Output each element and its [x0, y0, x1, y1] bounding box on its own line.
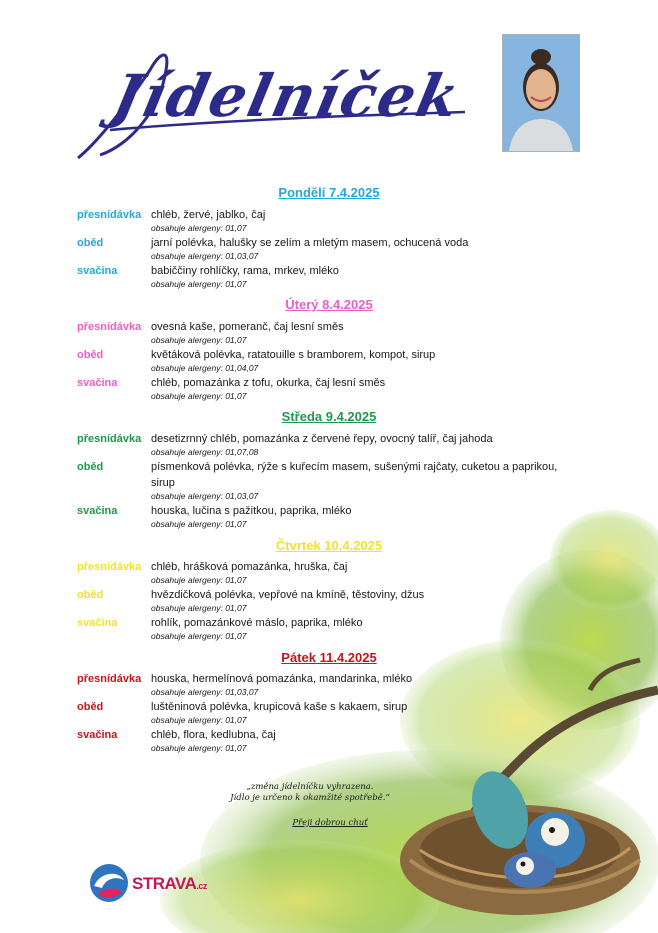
meal-text: chléb, žervé, jablko, čaj: [151, 209, 266, 221]
meal-text: luštěninová polévka, krupicová kaše s kakaem, sirup: [151, 701, 408, 713]
meal-label: přesnídávka: [77, 433, 142, 445]
allergen-note: obsahuje alergeny: 01,07: [151, 743, 247, 753]
strava-logo: [88, 860, 218, 904]
meal-label: oběd: [77, 701, 104, 713]
meal-text: chléb, hrášková pomazánka, hruška, čaj: [151, 561, 348, 573]
meal-text: chléb, pomazánka z tofu, okurka, čaj lesní směs: [151, 377, 386, 389]
allergen-note: obsahuje alergeny: 01,07: [151, 603, 247, 613]
meal-text: desetizrnný chléb, pomazánka z červené řepy, ovocný talíř, čaj jahoda: [151, 433, 493, 445]
meal-text: chléb, flora, kedlubna, čaj: [151, 729, 276, 741]
title-block: [70, 30, 490, 170]
allergen-note: obsahuje alergeny: 01,04,07: [151, 363, 259, 373]
allergen-note: obsahuje alergeny: 01,03,07: [151, 251, 259, 261]
allergen-note: obsahuje alergeny: 01,07: [151, 715, 247, 725]
meal-text: houska, lučina s pažitkou, paprika, mléko: [151, 505, 352, 517]
meal-label: svačina: [77, 729, 118, 741]
day-heading-monday: Pondělí 7.4.2025: [278, 185, 380, 200]
bon-appetit-text: Přeji dobrou chuť: [292, 818, 368, 828]
meal-text: ovesná kaše, pomeranč, čaj lesní směs: [151, 321, 344, 333]
meal-label: svačina: [77, 617, 118, 629]
day-heading-tuesday: Úterý 8.4.2025: [285, 297, 373, 312]
strava-logo-icon: [88, 862, 130, 904]
meal-text: jarní polévka, halušky se zelím a mletým masem, ochucená voda: [151, 237, 469, 249]
meal-label: přesnídávka: [77, 209, 142, 221]
meal-text: houska, hermelínová pomazánka, mandarinka, mléko: [151, 673, 413, 685]
meal-label: svačina: [77, 377, 118, 389]
allergen-note: obsahuje alergeny: 01,07: [151, 631, 247, 641]
meal-text: písmenková polévka, rýže s kuřecím masem, sušenými rajčaty, cuketou a paprikou, sirup: [151, 461, 558, 489]
allergen-note: obsahuje alergeny: 01,03,07: [151, 687, 259, 697]
allergen-note: obsahuje alergeny: 01,07,08: [151, 447, 259, 457]
allergen-note: obsahuje alergeny: 01,07: [151, 519, 247, 529]
meal-label: přesnídávka: [77, 673, 142, 685]
allergen-note: obsahuje alergeny: 01,07: [151, 279, 247, 289]
meal-text: rohlík, pomazánkové máslo, paprika, mléko: [151, 617, 363, 629]
day-heading-thursday: Čtvrtek 10.4.2025: [275, 538, 383, 553]
allergen-note: obsahuje alergeny: 01,03,07: [151, 491, 259, 501]
day-heading-friday: Pátek 11.4.2025: [281, 650, 377, 665]
allergen-note: obsahuje alergeny: 01,07: [151, 335, 247, 345]
disclaimer-line-1: „změna jídelníčku vyhrazena.: [246, 782, 374, 792]
allergen-note: obsahuje alergeny: 01,07: [151, 575, 247, 585]
meal-label: svačina: [77, 505, 118, 517]
meal-label: svačina: [77, 265, 118, 277]
meal-text: květáková polévka, ratatouille s bramborem, kompot, sirup: [151, 349, 436, 361]
allergen-note: obsahuje alergeny: 01,07: [151, 223, 247, 233]
strava-logo-text: STRAVA.cz: [132, 874, 207, 893]
meal-label: oběd: [77, 461, 104, 473]
portrait-photo: [502, 34, 580, 152]
meal-text: babiččiny rohlíčky, rama, mrkev, mléko: [151, 265, 339, 277]
day-heading-wednesday: Středa 9.4.2025: [281, 409, 377, 424]
allergen-note: obsahuje alergeny: 01,07: [151, 391, 247, 401]
meal-label: oběd: [77, 349, 104, 361]
page-title: Jídelníček: [106, 62, 467, 130]
meal-label: přesnídávka: [77, 561, 142, 573]
disclaimer-note: [230, 782, 390, 804]
meal-text: hvězdičková polévka, vepřové na kmíně, těstoviny, džus: [151, 589, 425, 601]
disclaimer-line-2: Jídlo je určeno k okamžité spotřebě.“: [230, 793, 390, 803]
meal-label: přesnídávka: [77, 321, 142, 333]
meal-label: oběd: [77, 237, 104, 249]
meal-label: oběd: [77, 589, 104, 601]
